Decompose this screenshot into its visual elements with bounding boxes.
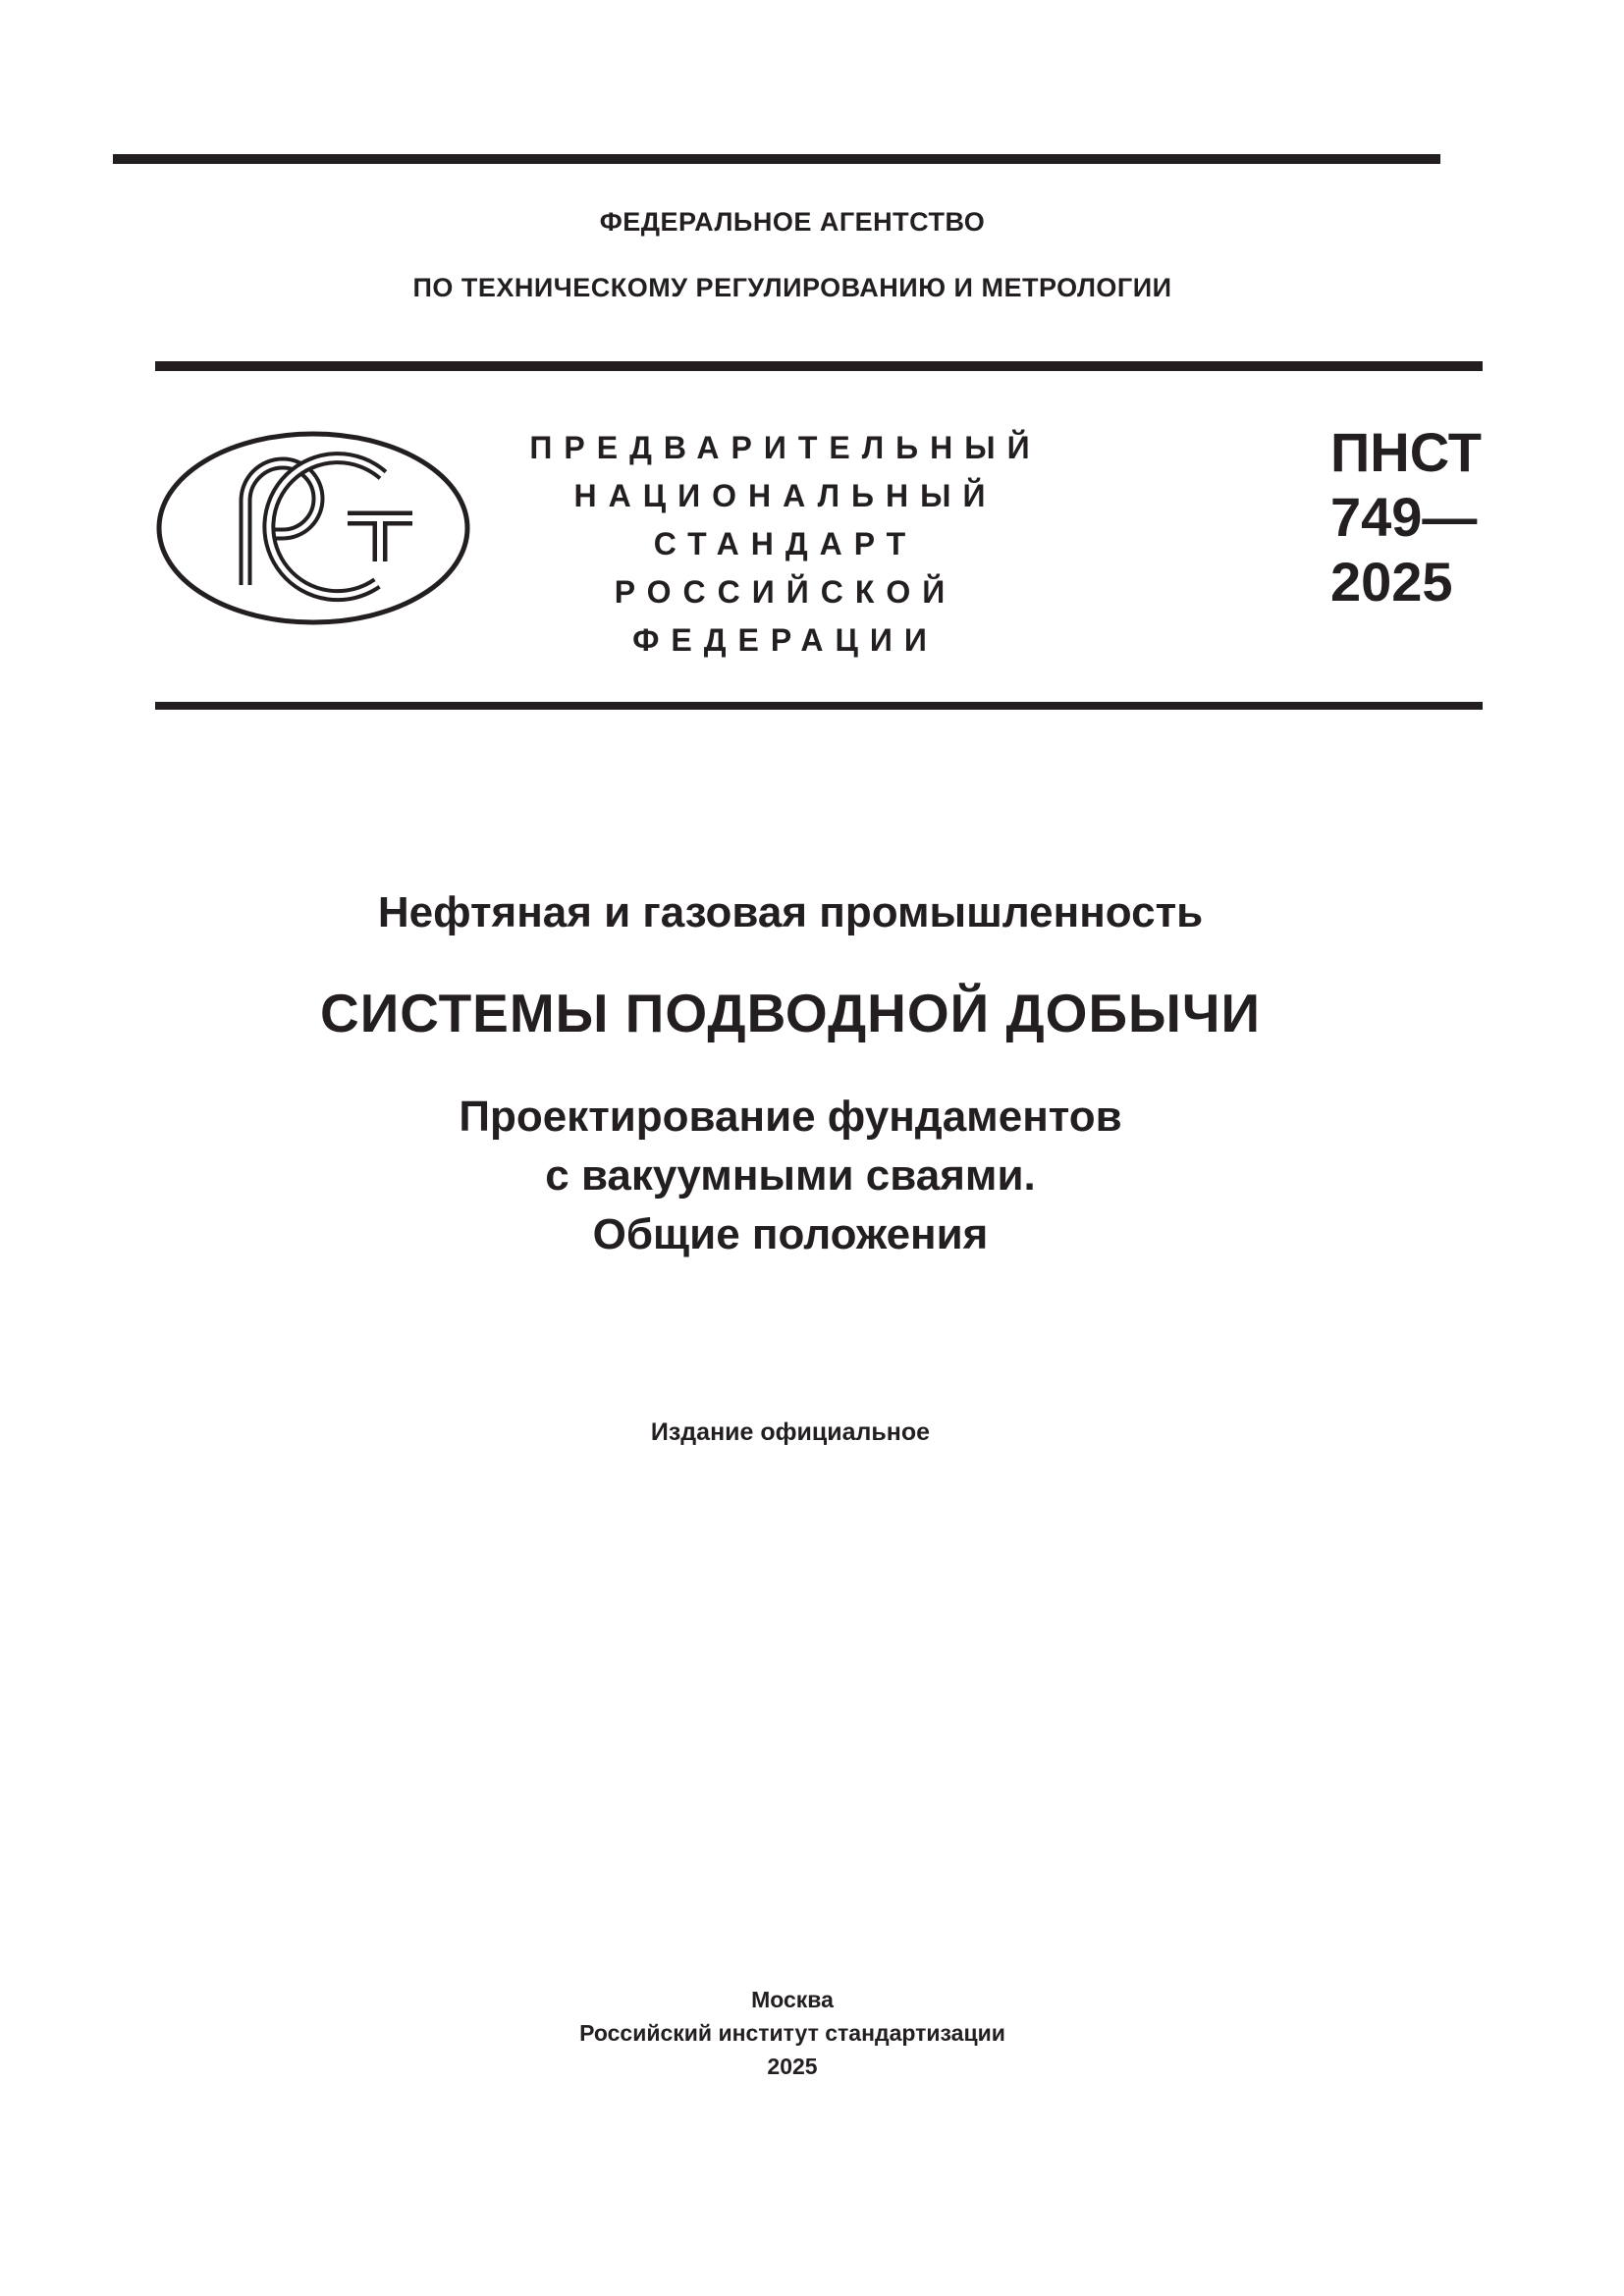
standard-code-line: ПНСТ (1330, 421, 1482, 483)
agency-line-2: ПО ТЕХНИЧЕСКОМУ РЕГУЛИРОВАНИЮ И МЕТРОЛОГИИ (412, 273, 1172, 302)
imprint (0, 1983, 1604, 2083)
imprint-publisher: Российский институт стандартизации (579, 2020, 1005, 2046)
standard-type-line: ФЕДЕРАЦИИ (632, 622, 939, 658)
agency-line-1: ФЕДЕРАЛЬНОЕ АГЕНТСТВО (599, 207, 986, 237)
rst-logo (155, 430, 471, 626)
standard-type-line: СТАНДАРТ (653, 526, 918, 561)
subtitle-line: с вакуумными сваями. (545, 1151, 1036, 1200)
standard-type-line: ПРЕДВАРИТЕЛЬНЫЙ (529, 430, 1042, 465)
standard-type (511, 424, 1060, 665)
middle-rule (155, 361, 1483, 371)
document-title: СИСТЕМЫ ПОДВОДНОЙ ДОБЫЧИ (319, 983, 1261, 1043)
subtitle-line: Проектирование фундаментов (459, 1093, 1122, 1141)
imprint-year: 2025 (767, 2054, 818, 2079)
bottom-rule (155, 702, 1483, 710)
imprint-city: Москва (751, 1987, 834, 2012)
document-subtitle (0, 1088, 1602, 1264)
standard-type-line: НАЦИОНАЛЬНЫЙ (573, 478, 998, 513)
top-rule (113, 154, 1440, 164)
subtitle-line: Общие положения (592, 1210, 989, 1258)
document-subject: Нефтяная и газовая промышленность (377, 888, 1204, 936)
standard-type-line: РОССИЙСКОЙ (614, 574, 957, 610)
edition-note: Издание официальное (650, 1418, 931, 1446)
standard-code (1330, 420, 1482, 614)
standard-code-line: 2025 (1330, 551, 1453, 613)
standard-code-line: 749— (1330, 486, 1478, 548)
